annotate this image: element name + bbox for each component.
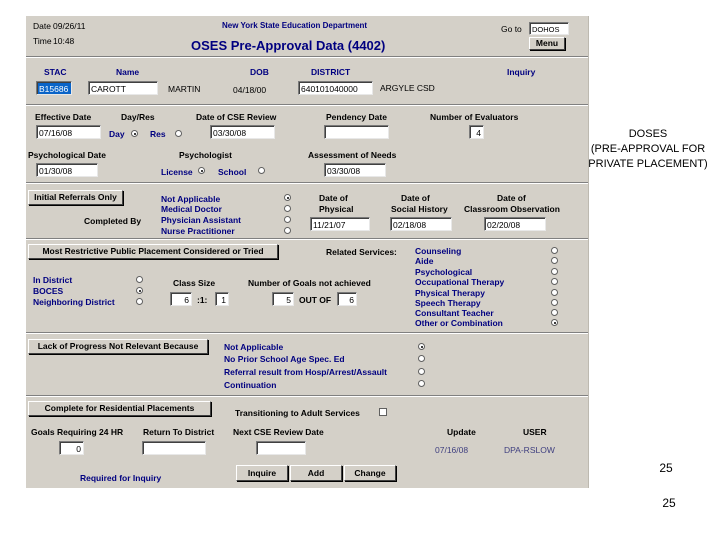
- service-other: Other or Combination: [415, 318, 503, 328]
- placement-radio-boces[interactable]: [136, 287, 143, 294]
- cse-review-label: Date of CSE Review: [196, 112, 277, 122]
- progress-radio-continuation[interactable]: [418, 380, 425, 387]
- referral-option-0: Not Applicable: [161, 194, 221, 204]
- service-radio-occupational[interactable]: [551, 278, 558, 285]
- classroom-observation-input[interactable]: 02/20/08: [484, 217, 546, 231]
- day-radio[interactable]: [131, 130, 138, 137]
- inquire-button[interactable]: Inquire: [236, 465, 288, 481]
- social-history-label-1: Date of: [401, 193, 430, 203]
- class-size-label: Class Size: [173, 278, 216, 288]
- cse-review-input[interactable]: 03/30/08: [210, 125, 275, 139]
- license-option-label: License: [161, 167, 193, 177]
- transitioning-checkbox[interactable]: [379, 408, 387, 416]
- physical-date-label-1: Date of: [319, 193, 348, 203]
- effective-date-input[interactable]: 07/16/08: [36, 125, 101, 139]
- pendency-label: Pendency Date: [326, 112, 387, 122]
- separator: [26, 332, 588, 334]
- initial-referrals-button[interactable]: Initial Referrals Only: [28, 190, 123, 205]
- goto-label: Go to: [501, 24, 522, 34]
- update-value: 07/16/08: [435, 445, 469, 455]
- res-option-label: Res: [150, 129, 166, 139]
- slide-number: 25: [659, 461, 673, 475]
- service-aide: Aide: [415, 256, 434, 266]
- most-restrictive-button[interactable]: Most Restrictive Public Placement Considered or Tried: [28, 244, 278, 259]
- residential-placements-button[interactable]: Complete for Residential Placements: [28, 401, 211, 416]
- date-label: Date: [33, 21, 51, 31]
- service-counseling: Counseling: [415, 246, 462, 256]
- return-to-district-input[interactable]: [142, 441, 206, 455]
- referral-radio-physician-assistant[interactable]: [284, 216, 291, 223]
- separator: [26, 104, 588, 106]
- psychological-date-label: Psychological Date: [28, 150, 106, 160]
- completed-by-label: Completed By: [84, 216, 142, 226]
- out-of-label: OUT OF: [299, 295, 332, 305]
- psychological-date-input[interactable]: 01/30/08: [36, 163, 98, 177]
- physical-date-label-2: Physical: [319, 204, 354, 214]
- side-caption-line2: (PRE-APPROVAL FOR: [590, 143, 706, 155]
- service-radio-other[interactable]: [551, 319, 558, 326]
- name-label: Name: [116, 67, 140, 77]
- out-of-input[interactable]: 6: [337, 292, 357, 306]
- side-caption-line3: PRIVATE PLACEMENT): [588, 158, 708, 170]
- service-radio-consultant[interactable]: [551, 309, 558, 316]
- side-caption: [578, 127, 718, 172]
- progress-option-0: Not Applicable: [224, 342, 284, 352]
- add-button[interactable]: Add: [290, 465, 342, 481]
- social-history-input[interactable]: 02/18/08: [390, 217, 452, 231]
- progress-option-3: Continuation: [224, 380, 277, 390]
- ratio-input[interactable]: 1: [215, 292, 229, 306]
- change-button[interactable]: Change: [344, 465, 396, 481]
- referral-option-2: Physician Assistant: [161, 215, 241, 225]
- lack-of-progress-button[interactable]: Lack of Progress Not Relevant Because: [28, 339, 208, 354]
- next-cse-input[interactable]: [256, 441, 306, 455]
- placement-option-1: BOCES: [33, 286, 64, 296]
- progress-option-1: No Prior School Age Spec. Ed: [224, 354, 345, 364]
- res-radio[interactable]: [175, 130, 182, 137]
- time-label: Time: [33, 36, 52, 46]
- license-radio[interactable]: [198, 167, 205, 174]
- goals-input[interactable]: 5: [272, 292, 294, 306]
- menu-button[interactable]: Menu: [529, 37, 565, 50]
- school-radio[interactable]: [258, 167, 265, 174]
- update-label: Update: [447, 427, 476, 437]
- evaluators-input[interactable]: 4: [469, 125, 484, 139]
- goals-24hr-input[interactable]: 0: [59, 441, 84, 455]
- dob-label: DOB: [250, 67, 269, 77]
- service-radio-physical[interactable]: [551, 289, 558, 296]
- next-cse-label: Next CSE Review Date: [233, 427, 324, 437]
- side-caption-line1: DOSES: [628, 128, 668, 140]
- progress-radio-referral[interactable]: [418, 368, 425, 375]
- progress-radio-not-applicable[interactable]: [418, 343, 425, 350]
- dayres-label: Day/Res: [121, 112, 155, 122]
- classroom-label-1: Date of: [497, 193, 526, 203]
- dob-value: 04/18/00: [233, 85, 267, 95]
- oses-form-window: [26, 16, 589, 488]
- goto-input[interactable]: DOHOS: [529, 22, 569, 35]
- service-physical-therapy: Physical Therapy: [415, 288, 485, 298]
- time-value: 10:48: [53, 36, 75, 46]
- ratio-separator: :1:: [197, 295, 208, 305]
- physical-date-input[interactable]: 11/21/07: [310, 217, 370, 231]
- day-option-label: Day: [109, 129, 125, 139]
- stac-input[interactable]: B15686: [36, 81, 72, 95]
- service-radio-aide[interactable]: [551, 257, 558, 264]
- district-label: DISTRICT: [311, 67, 351, 77]
- slide-number-footer: 25: [662, 496, 676, 510]
- social-history-label-2: Social History: [391, 204, 448, 214]
- assessment-label: Assessment of Needs: [308, 150, 397, 160]
- inquiry-label: Inquiry: [507, 67, 536, 77]
- service-psychological: Psychological: [415, 267, 473, 277]
- placement-option-0: In District: [33, 275, 73, 285]
- service-speech-therapy: Speech Therapy: [415, 298, 481, 308]
- evaluators-label: Number of Evaluators: [430, 112, 519, 122]
- district-name: ARGYLE CSD: [380, 83, 435, 93]
- goals-24hr-label: Goals Requiring 24 HR: [31, 427, 124, 437]
- school-option-label: School: [218, 167, 247, 177]
- effective-date-label: Effective Date: [35, 112, 92, 122]
- progress-radio-no-prior[interactable]: [418, 355, 425, 362]
- classroom-label-2: Classroom Observation: [464, 204, 560, 214]
- last-name-input[interactable]: CAROTT: [88, 81, 158, 95]
- pendency-input[interactable]: [324, 125, 389, 139]
- service-radio-speech[interactable]: [551, 299, 558, 306]
- date-value: 09/26/11: [53, 21, 86, 31]
- goals-not-achieved-label: Number of Goals not achieved: [248, 278, 371, 288]
- psychologist-label: Psychologist: [179, 150, 232, 160]
- district-code-input[interactable]: 640101040000: [298, 81, 373, 95]
- first-name: MARTIN: [168, 84, 201, 94]
- transitioning-label: Transitioning to Adult Services: [235, 408, 360, 418]
- separator: [26, 182, 588, 184]
- service-radio-psychological[interactable]: [551, 268, 558, 275]
- service-occupational-therapy: Occupational Therapy: [415, 277, 505, 287]
- separator: [26, 56, 588, 58]
- department-title: New York State Education Department: [222, 21, 368, 30]
- service-radio-counseling[interactable]: [551, 247, 558, 254]
- stac-label: STAC: [44, 67, 67, 77]
- referral-radio-nurse-practitioner[interactable]: [284, 227, 291, 234]
- user-value: DPA-RSLOW: [504, 445, 555, 455]
- progress-option-2: Referral result from Hosp/Arrest/Assault: [224, 367, 387, 377]
- class-size-input[interactable]: 6: [170, 292, 192, 306]
- service-consultant-teacher: Consultant Teacher: [415, 308, 494, 318]
- separator: [26, 395, 588, 397]
- placement-option-2: Neighboring District: [33, 297, 115, 307]
- assessment-input[interactable]: 03/30/08: [324, 163, 386, 177]
- separator: [26, 238, 588, 240]
- page-title: OSES Pre-Approval Data (4402): [191, 38, 386, 53]
- return-to-district-label: Return To District: [143, 427, 215, 437]
- required-note: Required for Inquiry: [80, 473, 162, 483]
- related-services-label: Related Services:: [326, 247, 397, 257]
- placement-radio-neighboring[interactable]: [136, 298, 143, 305]
- referral-option-3: Nurse Practitioner: [161, 226, 235, 236]
- referral-radio-not-applicable[interactable]: [284, 194, 291, 201]
- placement-radio-in-district[interactable]: [136, 276, 143, 283]
- referral-option-1: Medical Doctor: [161, 204, 222, 214]
- referral-radio-medical-doctor[interactable]: [284, 205, 291, 212]
- user-label: USER: [523, 427, 547, 437]
